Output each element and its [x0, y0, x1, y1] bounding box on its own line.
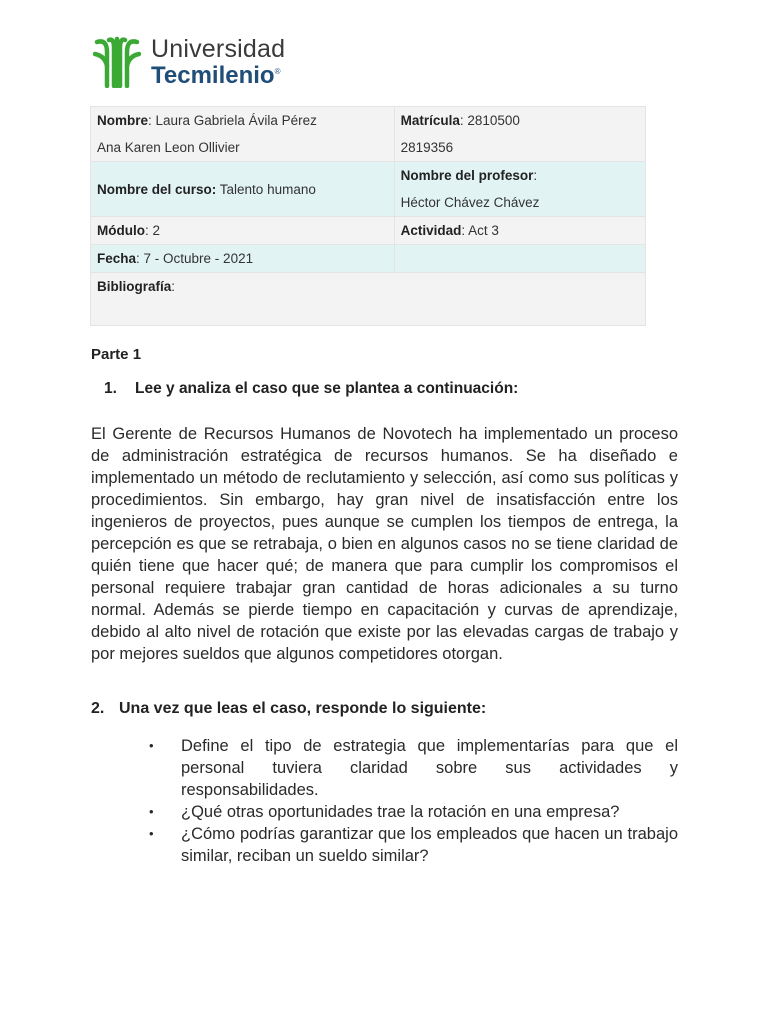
list-item-text: Define el tipo de estrategia que implementarías para que el personal tuviera claridad sobre sus actividades y responsabilidades. [181, 737, 678, 799]
matricula-cell [394, 107, 645, 162]
question-1-number: 1. [104, 380, 117, 397]
student-info-table [90, 106, 646, 326]
fecha-label: Fecha [97, 251, 137, 266]
bibliografia-cell [91, 273, 646, 326]
modulo-cell [91, 217, 395, 245]
actividad-value: : Act 3 [461, 223, 499, 238]
profesor-cell [394, 162, 645, 217]
tecmilenio-logo-icon [93, 36, 141, 88]
matricula-value-2: 2819356 [400, 140, 454, 155]
bibliografia-label: Bibliografía [97, 279, 172, 294]
bullet-icon: • [149, 804, 154, 819]
matricula-label: Matrícula [400, 113, 460, 128]
nombre-value: : Laura Gabriela Ávila Pérez [148, 113, 317, 128]
curso-label: Nombre del curso: [97, 181, 217, 197]
nombre-label: Nombre [97, 113, 149, 128]
list-item-text: ¿Cómo podrías garantizar que los empleados que hacen un trabajo similar, reciban un sueldo similar? [181, 825, 678, 865]
profesor-colon: : [533, 168, 538, 183]
question-list [146, 735, 678, 867]
section-heading: Parte 1 [91, 346, 142, 363]
nombre-value-2: Ana Karen Leon Ollivier [97, 140, 240, 155]
profesor-value: Héctor Chávez Chávez [400, 195, 540, 210]
question-1 [104, 380, 518, 398]
logo-tecmilenio-text: Tecmilenio® [151, 61, 281, 89]
logo-university-text: Universidad [151, 34, 286, 63]
question-2 [91, 700, 486, 718]
fecha-cell [91, 245, 395, 273]
university-logo [93, 36, 285, 88]
modulo-value: : 2 [144, 223, 160, 238]
question-2-text: Una vez que leas el caso, responde lo siguiente: [119, 700, 487, 717]
fecha-value: : 7 - Octubre - 2021 [136, 251, 254, 266]
curso-cell [91, 162, 395, 217]
list-item [146, 801, 678, 823]
actividad-label: Actividad [400, 223, 462, 238]
modulo-label: Módulo [97, 223, 145, 238]
question-1-text: Lee y analiza el caso que se plantea a continuación: [135, 380, 519, 397]
bibliografia-colon: : [171, 279, 176, 294]
matricula-value: : 2810500 [459, 113, 520, 128]
bullet-icon: • [149, 826, 154, 841]
empty-cell [394, 245, 645, 273]
profesor-label: Nombre del profesor [400, 168, 534, 183]
curso-value: Talento humano [216, 181, 316, 197]
nombre-cell [91, 107, 395, 162]
list-item [146, 823, 678, 867]
question-2-number: 2. [91, 700, 105, 717]
list-item-text: ¿Qué otras oportunidades trae la rotación en una empresa? [181, 803, 620, 821]
list-item [146, 735, 678, 801]
bullet-icon: • [149, 738, 154, 753]
case-paragraph: El Gerente de Recursos Humanos de Novotech ha implementado un proceso de administración estratégica de recursos humanos. Se ha diseñado e implementado un método de reclutamiento y selección, así como sus políticas y procedimientos. Sin embargo, hay gran nivel de insatisfacción entre los ingenieros de proyectos, pues aunque se cumplen los tiempos de entrega, la percepción es que se retrabaja, o bien en algunos casos no se tiene claridad de quién tiene que hacer qué; de manera que para cumplir los compromisos el personal requiere trabajar gran cantidad de horas adicionales a su turno normal. Además se pierde tiempo en capacitación y curvas de aprendizaje, debido al alto nivel de rotación que existe por las elevadas cargas de trabajo y por mejores sueldos que algunos competidores otorgan. [91, 425, 678, 663]
actividad-cell [394, 217, 645, 245]
